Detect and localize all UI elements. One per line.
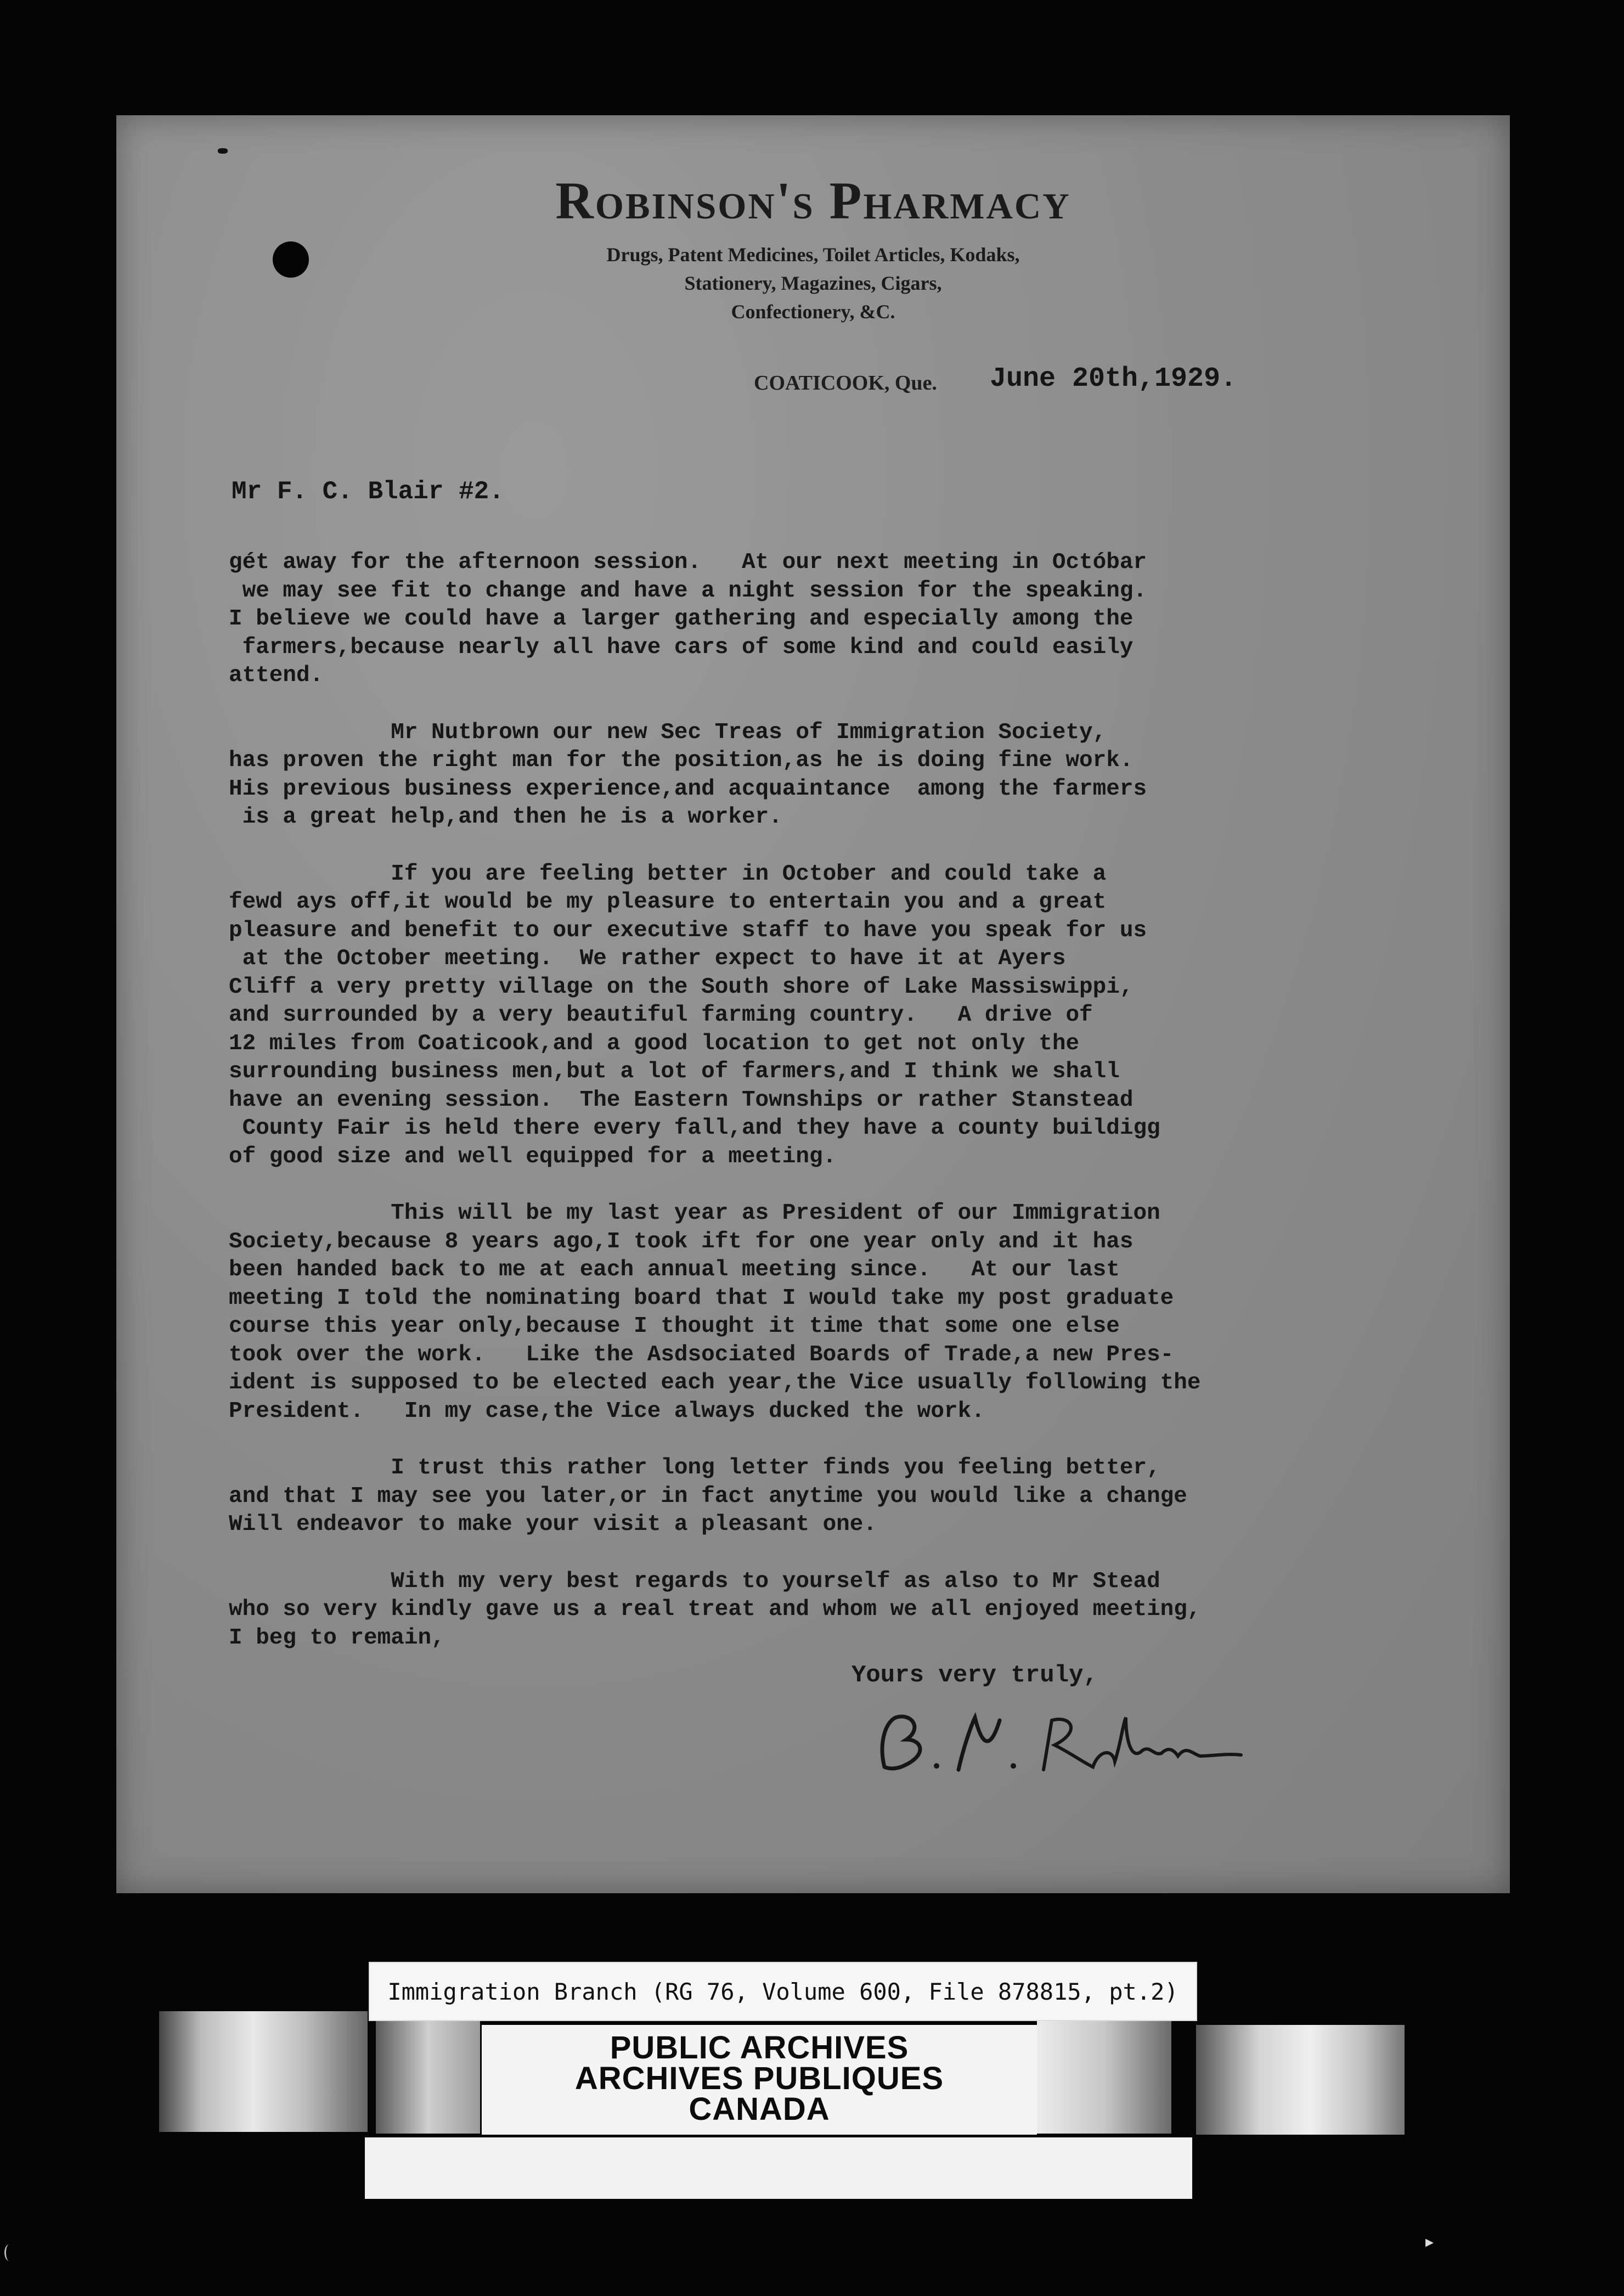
letterhead-line-2: Stationery, Magazines, Cigars,	[684, 272, 942, 294]
body-line: been handed back to me at each annual meeting since. At our last	[229, 1257, 1120, 1282]
body-line: of good size and well equipped for a meeting.	[229, 1144, 837, 1169]
paragraph-4	[229, 1200, 1485, 1426]
letterhead-name: Robinson's Pharmacy	[555, 171, 1071, 230]
stamp-line-1: PUBLIC ARCHIVES	[610, 2030, 909, 2066]
body-line: With my very best regards to yourself as also to Mr Stead	[229, 1568, 1160, 1594]
mount-strip-mid-right	[1037, 2018, 1171, 2134]
closing: Yours very truly,	[852, 1662, 1098, 1689]
letterhead-line-3: Confectionery, &C.	[731, 301, 895, 323]
paragraph-1	[229, 549, 1485, 690]
archives-stamp	[482, 2025, 1037, 2135]
body-line: is a great help,and then he is a worker.	[229, 804, 782, 830]
body-line: President. In my case,the Vice always ducked the work.	[229, 1398, 985, 1424]
body-line: Will endeavor to make your visit a pleasant one.	[229, 1512, 877, 1537]
mount-strip-right	[1196, 2025, 1405, 2135]
body-line: course this year only,because I thought it time that some one else	[229, 1314, 1120, 1339]
body-line: who so very kindly gave us a real treat and whom we all enjoyed meeting,	[229, 1597, 1201, 1622]
body-line: attend.	[229, 663, 324, 688]
body-line: took over the work. Like the Asdsociated Boards of Trade,a new Pres-	[229, 1342, 1174, 1368]
body-line: I beg to remain,	[229, 1625, 445, 1651]
letter-page	[116, 115, 1510, 1893]
mount-strip-left	[159, 2011, 368, 2132]
paragraph-5	[229, 1454, 1485, 1539]
paragraph-3	[229, 860, 1485, 1172]
body-line: has proven the right man for the position,as he is doing fine work.	[229, 748, 1134, 773]
letter-date: June 20th,1929.	[990, 363, 1237, 395]
handwritten-signature	[862, 1701, 1247, 1789]
body-line: This will be my last year as President of our Immigration	[229, 1201, 1160, 1226]
body-line: I believe we could have a larger gathering and especially among the	[229, 606, 1134, 632]
body-line: Society,because 8 years ago,I took ift for one year only and it has	[229, 1229, 1134, 1254]
body-line: His previous business experience,and acquaintance among the farmers	[229, 776, 1147, 802]
paragraph-2	[229, 719, 1485, 832]
body-line: and surrounded by a very beautiful farming country. A drive of	[229, 1003, 1093, 1028]
body-line: fewd ays off,it would be my pleasure to entertain you and a great	[229, 890, 1107, 915]
letterhead-place: COATICOOK, Que.	[754, 372, 937, 395]
edge-mark	[4, 2244, 14, 2261]
corner-mark: ▸	[1425, 2233, 1434, 2251]
stamp-line-2: ARCHIVES PUBLIQUES	[574, 2061, 944, 2096]
body-line: and that I may see you later,or in fact anytime you would like a change	[229, 1483, 1187, 1509]
body-line: at the October meeting. We rather expect to have it at Ayers	[229, 946, 1066, 971]
body-line: County Fair is held there every fall,and they have a county buildigg	[229, 1116, 1160, 1141]
body-line: Cliff a very pretty village on the South shore of Lake Massiswippi,	[229, 974, 1134, 1000]
body-line: I trust this rather long letter finds you feeling better,	[229, 1455, 1160, 1481]
letterhead-line-1: Drugs, Patent Medicines, Toilet Articles, Kodaks,	[606, 244, 1020, 266]
addressee: Mr F. C. Blair #2.	[232, 477, 504, 506]
letter-body	[229, 549, 1485, 1681]
paper-speck	[218, 148, 228, 154]
stamp-line-3: CANADA	[689, 2091, 830, 2127]
mount-strip-mid-left	[376, 2018, 480, 2134]
mount-bottom-bar	[365, 2137, 1192, 2199]
paragraph-6	[229, 1568, 1485, 1653]
body-line: surrounding business men,but a lot of farmers,and I think we shall	[229, 1059, 1120, 1084]
body-line: pleasure and benefit to our executive staff to have you speak for us	[229, 918, 1147, 943]
body-line: Mr Nutbrown our new Sec Treas of Immigration Society,	[229, 719, 1107, 745]
body-line: we may see fit to change and have a night session for the speaking.	[229, 578, 1147, 604]
body-line: gét away for the afternoon session. At our next meeting in Octóbar	[229, 550, 1147, 575]
body-line: If you are feeling better in October and could take a	[229, 861, 1107, 887]
archive-reference-label: Immigration Branch (RG 76, Volume 600, File 878815, pt.2)	[369, 1962, 1197, 2021]
body-line: meeting I told the nominating board that I would take my post graduate	[229, 1285, 1174, 1311]
body-line: 12 miles from Coaticook,and a good location to get not only the	[229, 1031, 1080, 1056]
body-line: farmers,because nearly all have cars of some kind and could easily	[229, 634, 1134, 660]
body-line: ident is supposed to be elected each year,the Vice usually following the	[229, 1370, 1201, 1395]
body-line: have an evening session. The Eastern Townships or rather Stanstead	[229, 1087, 1134, 1113]
